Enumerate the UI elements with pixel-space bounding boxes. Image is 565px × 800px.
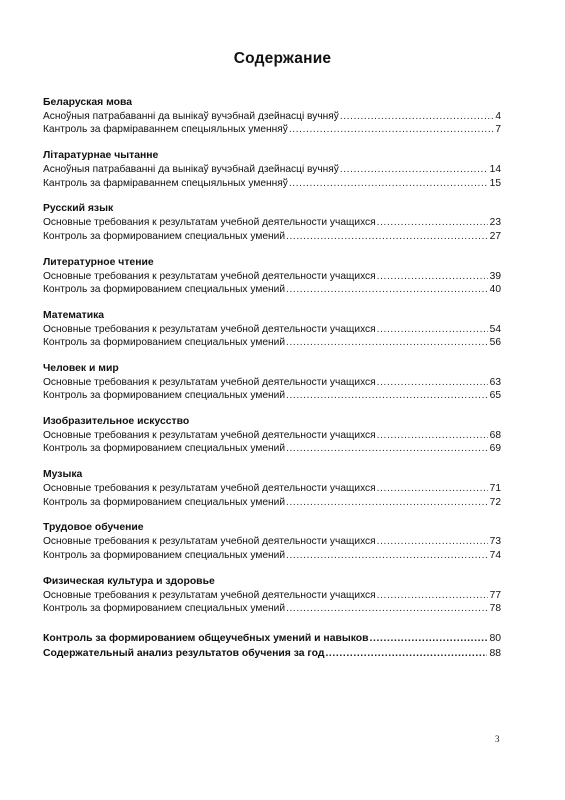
toc-section-title: Математика [43, 309, 105, 321]
toc-entry-page: 78 [489, 602, 501, 614]
toc-section [43, 362, 501, 403]
toc-section [43, 468, 501, 509]
toc-entry-label: Контроль за формированием специальных умений [43, 443, 286, 455]
dot-leader [286, 389, 488, 402]
toc-entry-label: Асноўныя патрабаванні да вынікаў вучэбнай дзейнасці вучняў [43, 164, 339, 176]
toc-entry-page: 56 [489, 337, 501, 349]
toc-entry[interactable] [43, 496, 501, 509]
toc-entry-label: Основные требования к результатам учебной деятельности учащихся [43, 323, 376, 335]
toc-entry-label: Контроль за формированием специальных умений [43, 230, 286, 242]
toc-entry-label: Основные требования к результатам учебной деятельности учащихся [43, 430, 376, 442]
toc-section-title: Человек и мир [43, 362, 119, 374]
table-of-contents [43, 96, 501, 661]
toc-entry[interactable] [43, 442, 501, 455]
toc-entry-page: 71 [489, 483, 501, 495]
toc-entry-page: 63 [489, 376, 501, 388]
dot-leader [289, 123, 493, 136]
toc-entry-page: 27 [489, 230, 501, 242]
page-number: 3 [495, 734, 500, 744]
toc-section [43, 415, 501, 456]
toc-entry-page: 40 [489, 283, 501, 295]
toc-entry-label: Основные требования к результатам учебной деятельности учащихся [43, 536, 376, 548]
toc-section-title: Літаратурнае чытанне [43, 150, 159, 162]
dot-leader [377, 270, 488, 283]
toc-section-title: Русский язык [43, 203, 114, 215]
toc-entry[interactable] [43, 270, 501, 283]
page-title: Содержание [233, 50, 332, 67]
toc-entry-page: 23 [489, 217, 501, 229]
toc-entry-page: 88 [489, 648, 501, 660]
toc-entry-label: Контроль за формированием специальных умений [43, 283, 286, 295]
toc-entry-label: Контроль за формированием специальных умений [43, 602, 286, 614]
toc-entry-page: 14 [489, 164, 501, 176]
toc-entry-label: Кантроль за фарміраваннем спецыяльных уменняў [43, 177, 288, 189]
toc-entry[interactable] [43, 123, 501, 136]
toc-section [43, 309, 501, 350]
toc-section [43, 149, 501, 190]
toc-entry-label: Контроль за формированием специальных умений [43, 496, 286, 508]
toc-entry[interactable] [43, 376, 501, 389]
toc-section-title: Физическая культура и здоровье [43, 575, 215, 587]
dot-leader [377, 323, 488, 336]
toc-entry-page: 69 [489, 443, 501, 455]
dot-leader [377, 535, 488, 548]
dot-leader [377, 376, 488, 389]
dot-leader [286, 230, 488, 243]
toc-entry-page: 72 [489, 496, 501, 508]
toc-entry[interactable] [43, 230, 501, 243]
toc-entry-label: Основные требования к результатам учебной деятельности учащихся [43, 270, 376, 282]
toc-entry-label: Кантроль за фарміраваннем спецыяльных уменняў [43, 124, 288, 136]
toc-entry-label: Контроль за формированием специальных умений [43, 390, 286, 402]
toc-entry-label: Основные требования к результатам учебной деятельности учащихся [43, 217, 376, 229]
dot-leader [286, 496, 488, 509]
toc-entry[interactable] [43, 429, 501, 442]
dot-leader [286, 336, 488, 349]
toc-entry[interactable] [43, 177, 501, 190]
toc-section-title: Литературное чтение [43, 256, 154, 268]
toc-entry-label: Асноўныя патрабаванні да вынікаў вучэбнай дзейнасці вучняў [43, 111, 339, 122]
toc-section [43, 256, 501, 297]
toc-section-title: Изобразительное искусство [43, 416, 190, 428]
dot-leader [286, 602, 488, 615]
toc-section-title: Трудовое обучение [43, 522, 144, 534]
toc-entry-page: 74 [489, 549, 501, 561]
toc-entry[interactable] [43, 283, 501, 296]
toc-entry-label: Основные требования к результатам учебной деятельности учащихся [43, 376, 376, 388]
toc-entry-label: Основные требования к результатам учебной деятельности учащихся [43, 483, 376, 495]
dot-leader [340, 110, 493, 123]
toc-entry[interactable] [43, 549, 501, 562]
toc-entry-page: 68 [489, 430, 501, 442]
toc-section-title: Музыка [43, 469, 83, 481]
dot-leader [325, 646, 487, 661]
toc-entry-page: 39 [489, 270, 501, 282]
dot-leader [286, 549, 488, 562]
dot-leader [289, 177, 488, 190]
toc-entry[interactable] [43, 631, 501, 646]
toc-entry[interactable] [43, 535, 501, 548]
toc-entry-page: 54 [489, 323, 501, 335]
dot-leader [377, 482, 488, 495]
toc-entry[interactable] [43, 589, 501, 602]
toc-entry[interactable] [43, 336, 501, 349]
toc-entry[interactable] [43, 602, 501, 615]
toc-entry-label: Контроль за формированием специальных умений [43, 549, 286, 561]
toc-section [43, 96, 501, 137]
dot-leader [377, 589, 488, 602]
toc-entry[interactable] [43, 646, 501, 661]
toc-entry[interactable] [43, 110, 501, 123]
toc-section-title: Беларуская мова [43, 97, 132, 108]
toc-entry-page: 15 [489, 177, 501, 189]
toc-entry[interactable] [43, 323, 501, 336]
toc-entry-label: Основные требования к результатам учебной деятельности учащихся [43, 589, 376, 601]
toc-entry[interactable] [43, 216, 501, 229]
toc-entry-page: 7 [495, 124, 501, 136]
toc-entry-label: Содержательный анализ результатов обучения за год [43, 648, 325, 660]
toc-entry[interactable] [43, 482, 501, 495]
toc-entry-page: 77 [489, 589, 501, 601]
toc-section [43, 575, 501, 616]
dot-leader [370, 631, 488, 646]
toc-entry-page: 4 [495, 111, 501, 122]
toc-entry-page: 80 [489, 633, 501, 645]
toc-entry-label: Контроль за формированием общеучебных умений и навыков [43, 633, 369, 645]
toc-entry-page: 73 [489, 536, 501, 548]
toc-entry[interactable] [43, 389, 501, 402]
toc-summary [43, 631, 501, 661]
dot-leader [377, 216, 488, 229]
toc-entry[interactable] [43, 163, 501, 176]
toc-section [43, 202, 501, 243]
toc-entry-page: 65 [489, 390, 501, 402]
toc-section [43, 521, 501, 562]
dot-leader [377, 429, 488, 442]
dot-leader [340, 163, 488, 176]
toc-entry-label: Контроль за формированием специальных умений [43, 337, 286, 349]
toc-sections [43, 96, 501, 615]
dot-leader [286, 442, 488, 455]
dot-leader [286, 283, 488, 296]
